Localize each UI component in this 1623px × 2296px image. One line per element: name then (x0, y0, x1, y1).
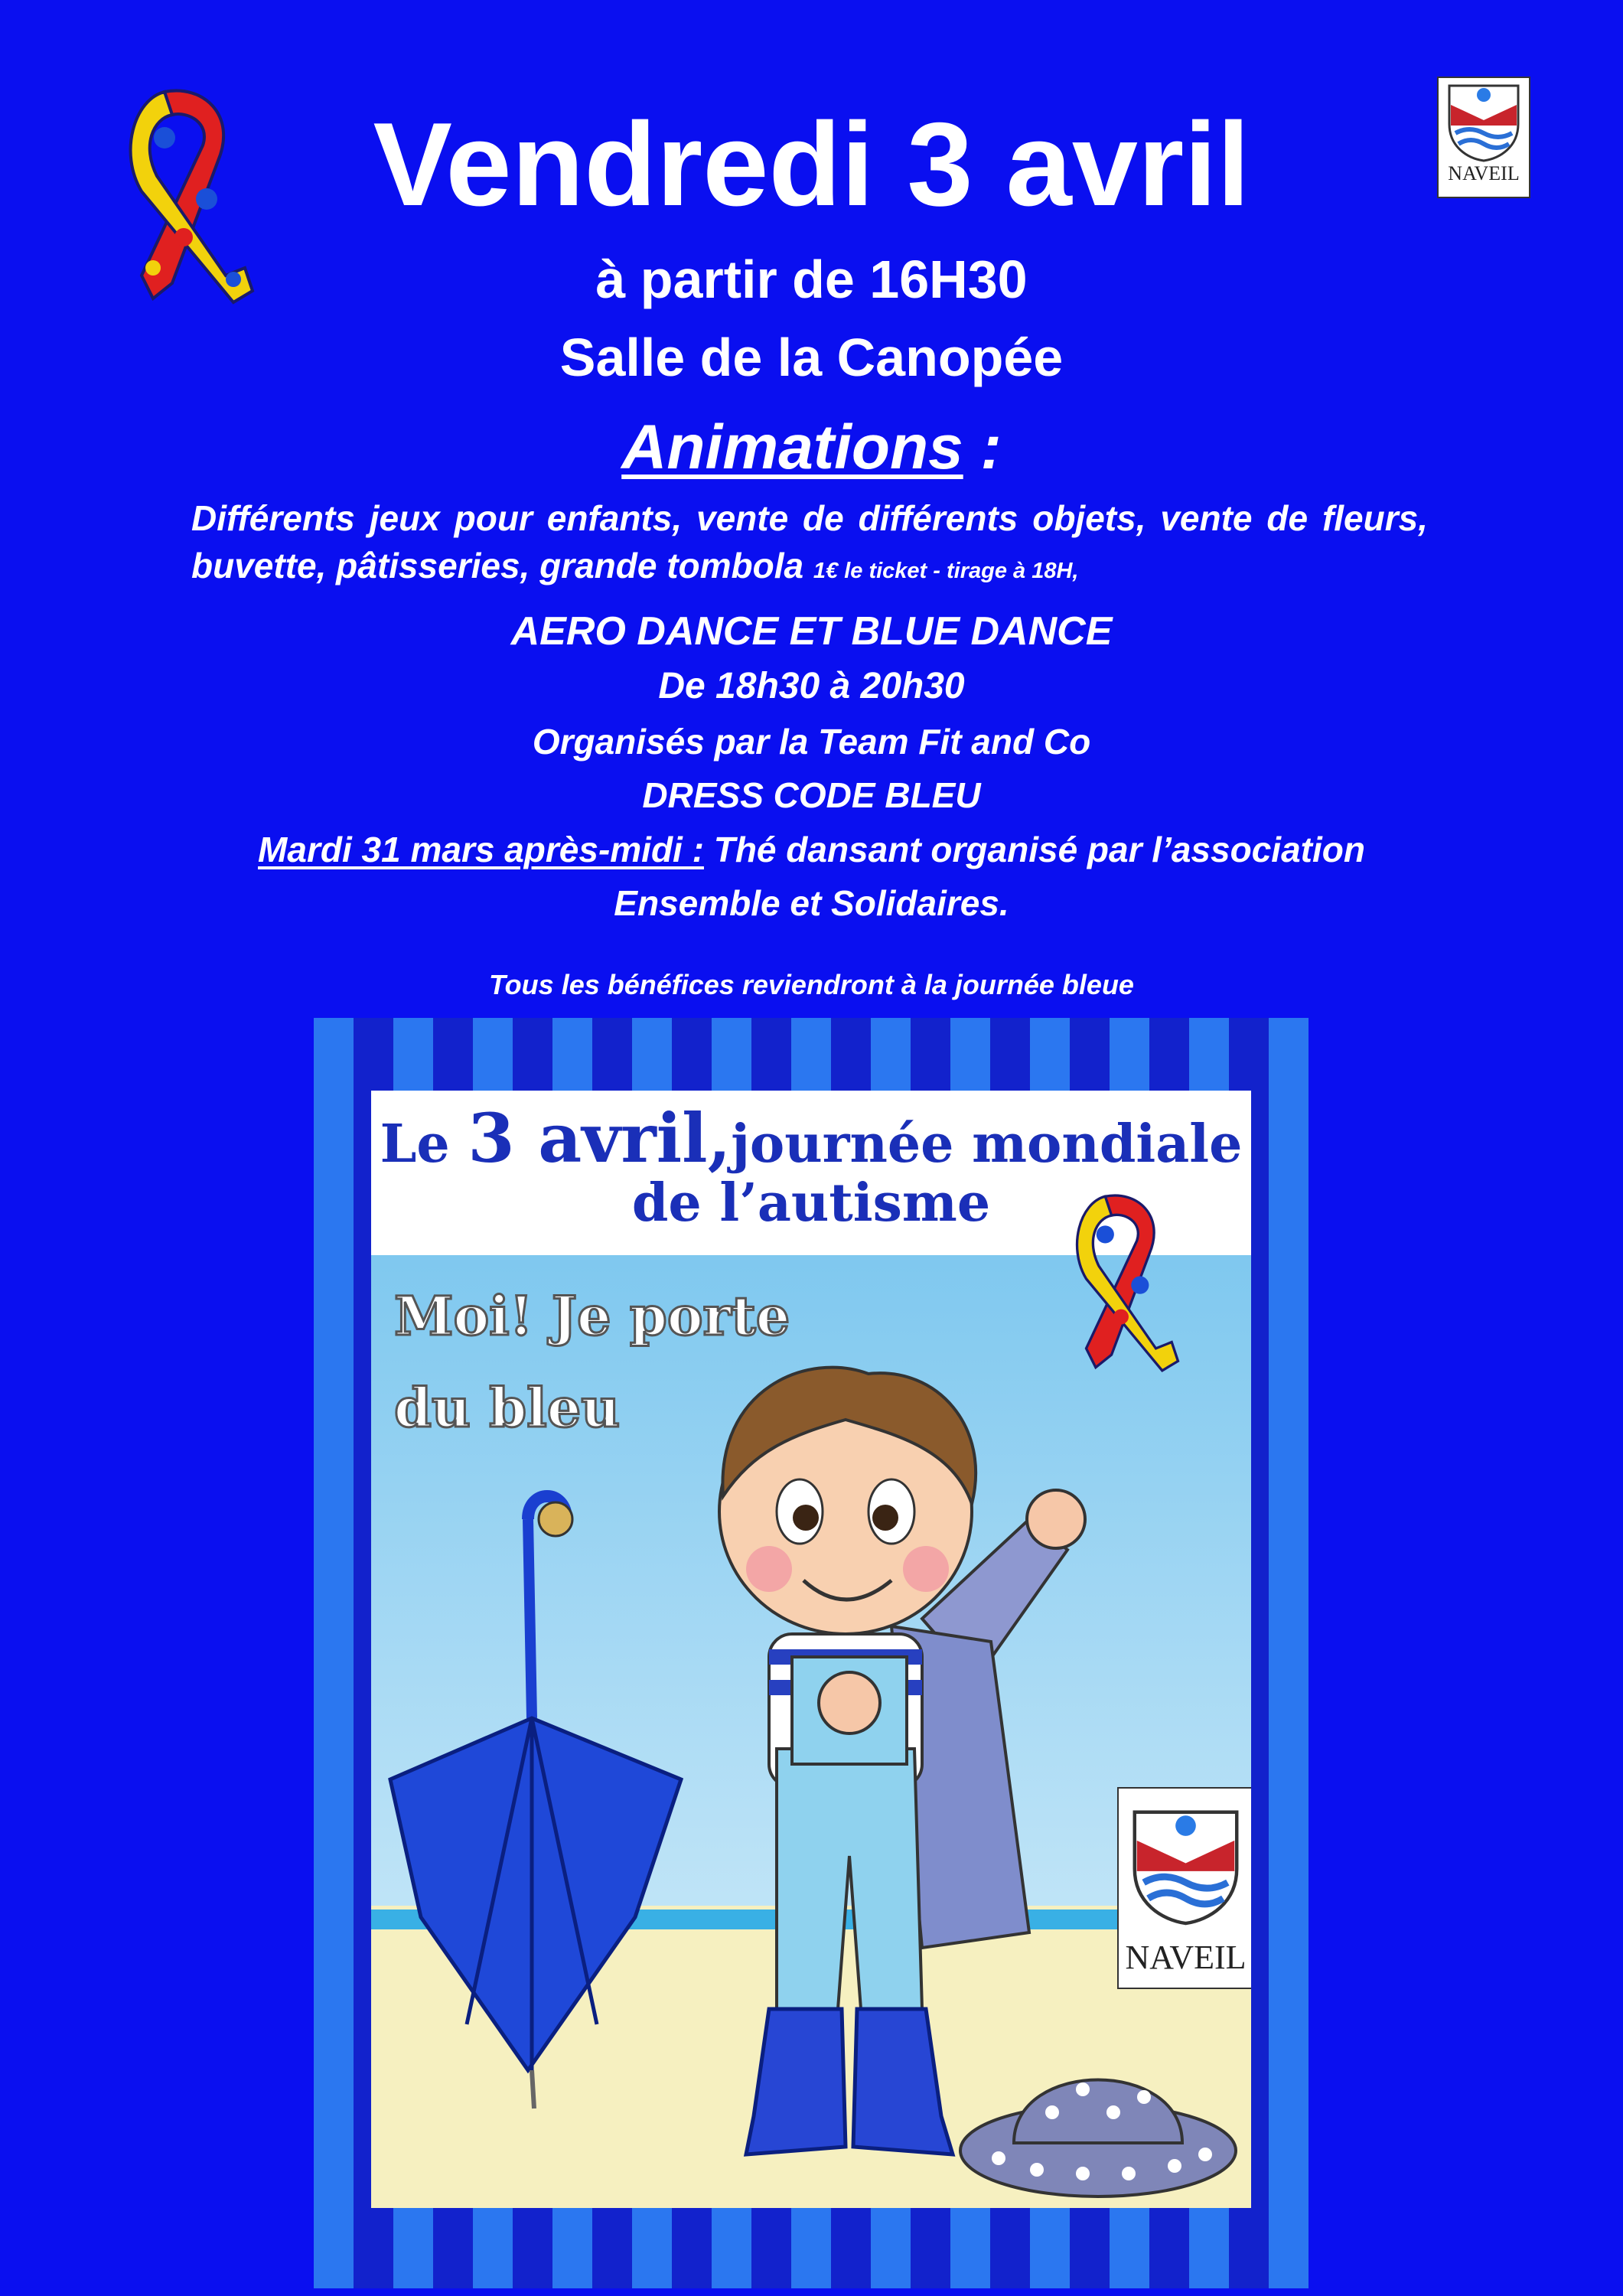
animations-heading (0, 409, 1623, 486)
tombola-note: 1€ le ticket - tirage à 18H, (813, 559, 1079, 583)
poster-title-suffix: journée mondiale (731, 1114, 1243, 1175)
tuesday-label: Mardi 31 mars après-midi : (258, 830, 704, 869)
animations-colon: : (963, 413, 1002, 482)
dance-title: AERO DANCE ET BLUE DANCE (510, 609, 1113, 654)
benefits-note: Tous les bénéfices reviendront à la journée bleue (489, 969, 1134, 1000)
poster-naveil-logo (1117, 1787, 1251, 1989)
poster-slogan-line2: du bleu (394, 1376, 621, 1440)
tuesday-text: Thé dansant organisé par l’association (703, 830, 1365, 869)
autism-day-poster (371, 1091, 1251, 2208)
hat-illustration (953, 2028, 1243, 2200)
event-time: à partir de 16H30 (595, 249, 1028, 309)
animations-heading-text: Animations (621, 413, 963, 482)
page-title: Vendredi 3 avril (373, 98, 1250, 230)
poster-naveil-coat-of-arms-icon (1119, 1789, 1251, 1938)
naveil-logo-text: NAVEIL (1448, 162, 1520, 184)
dance-time: De 18h30 à 20h30 (658, 666, 965, 706)
activities-text: Différents jeux pour enfants, vente de différents objets, vente de fleurs, buvette, pâtisseries, grande tombola (191, 498, 1428, 585)
tuesday-event-line2: Ensemble et Solidaires. (614, 883, 1009, 923)
tuesday-event (0, 823, 1623, 876)
poster-slogan-line1: Moi! Je porte (394, 1284, 790, 1348)
poster-naveil-text: NAVEIL (1125, 1939, 1247, 1976)
event-venue: Salle de la Canopée (559, 328, 1064, 387)
umbrella-illustration (375, 1489, 696, 2116)
organizer: Organisés par la Team Fit and Co (532, 722, 1091, 762)
poster-title-line2: de l’autisme (631, 1172, 991, 1234)
dress-code: DRESS CODE BLEU (642, 775, 981, 815)
poster-title-date: 3 avril, (468, 1098, 732, 1178)
poster-title-line1 (371, 1098, 1251, 1178)
activities-paragraph (191, 494, 1428, 595)
poster-title-prefix: Le (380, 1114, 468, 1175)
